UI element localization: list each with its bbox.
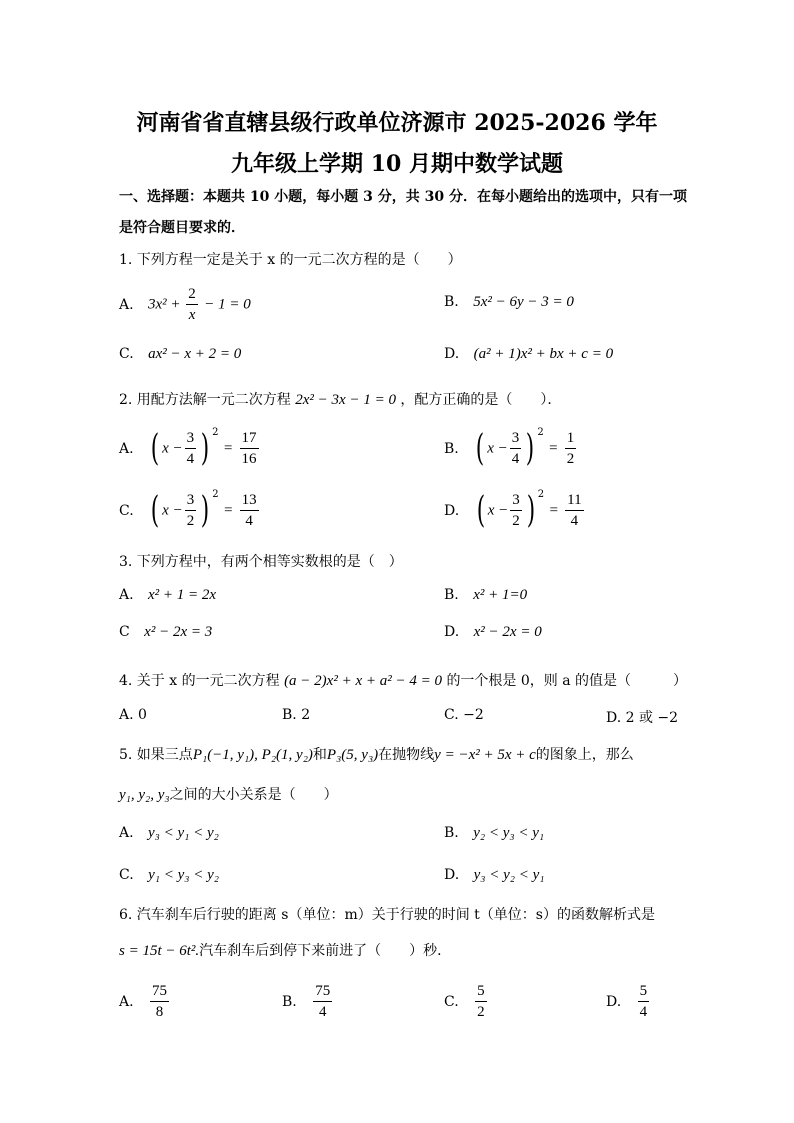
q2-a-rnum: 17 <box>240 428 259 449</box>
q6-stem-equation: s = 15t − 6t². <box>119 943 200 959</box>
q6-a-fraction <box>150 981 169 1022</box>
q1-option-c-label: C. <box>119 346 134 362</box>
q2-stem-equation: 2x² − 3x − 1 = 0 <box>295 392 396 408</box>
q1-option-b[interactable] <box>444 294 574 311</box>
q6-c-num: 5 <box>475 981 487 1002</box>
q1-option-a-label: A. <box>119 296 134 313</box>
q2-c-exponent: 2 <box>212 488 219 500</box>
section-heading-line-2: 是符合题目要求的． <box>119 220 245 236</box>
q2-a-right-paren: ) <box>200 427 210 469</box>
q3-option-d[interactable] <box>444 624 542 641</box>
q2-c-left-paren: ( <box>150 489 160 531</box>
document-title-line-1: 河南省省直辖县级行政单位济源市 2025-2026 学年 <box>136 110 658 136</box>
q1-option-d-label: D. <box>444 346 460 362</box>
q1-a-denominator: x <box>188 307 196 323</box>
q6-option-b[interactable] <box>282 981 334 1022</box>
q5-option-a-text: y₃ < y₁ < y₂ <box>148 825 219 841</box>
q5-stem-mid: 在抛物线 <box>378 747 435 763</box>
q2-d-inner-fraction <box>510 490 522 531</box>
q6-option-d-label: D. <box>606 993 622 1010</box>
q2-c-rden: 4 <box>245 513 253 529</box>
q2-a-left-paren: ( <box>150 427 160 469</box>
q6-a-num: 75 <box>150 981 169 1002</box>
q2-a-den: 4 <box>186 451 195 467</box>
q2-d-right-paren: ) <box>526 489 535 531</box>
q5-stem-equation: y = −x² + 5x + c <box>434 747 536 763</box>
q2-b-num: 3 <box>510 428 522 449</box>
q2-a-num: 3 <box>185 428 197 449</box>
q3-option-b[interactable] <box>444 587 527 604</box>
q4-option-c[interactable]: C. −2 <box>444 707 484 723</box>
q3-option-c-text: x² − 2x = 3 <box>144 624 213 640</box>
question-2-stem <box>119 389 561 409</box>
q1-option-a[interactable] <box>119 284 251 325</box>
q5-option-c-text: y₁ < y₃ < y₂ <box>148 867 219 883</box>
q1-option-a-post: − 1 = 0 <box>204 296 251 313</box>
q2-d-num: 3 <box>510 490 522 511</box>
section-heading-line-1: 一、选择题：本题共 10 小题，每小题 3 分，共 30 分．在每小题给出的选项中，只有一项 <box>119 189 687 205</box>
q5-option-a-label: A. <box>119 825 134 841</box>
q3-option-c-label: C <box>119 624 130 640</box>
q6-d-den: 4 <box>639 1004 648 1020</box>
q6-c-fraction <box>475 981 487 1022</box>
question-4-stem <box>119 670 687 690</box>
q6-option-d[interactable] <box>606 981 651 1022</box>
q5-option-c-label: C. <box>119 867 134 883</box>
q4-option-d[interactable]: D. 2 或 −2 <box>606 710 679 726</box>
q3-option-b-text: x² + 1=0 <box>473 587 528 603</box>
q3-option-a[interactable] <box>119 587 216 604</box>
q6-option-c-label: C. <box>444 993 459 1010</box>
question-6-stem-line-1: 6. 汽车刹车后行驶的距离 s（单位：m）关于行驶的时间 t（单位：s）的函数解析式是 <box>119 907 655 923</box>
question-3-stem: 3. 下列方程中，有两个相等实数根的是（ ） <box>119 554 403 570</box>
q1-option-d-text: (a² + 1)x² + bx + c = 0 <box>473 346 614 362</box>
question-5-stem-line-1 <box>119 744 634 764</box>
q2-a-rden: 16 <box>241 451 257 467</box>
q2-option-b-label: B. <box>444 440 459 457</box>
q2-b-right-paren: ) <box>526 427 535 469</box>
q3-option-a-text: x² + 1 = 2x <box>148 587 217 603</box>
q2-stem-pre: 2. 用配方法解一元二次方程 <box>119 392 291 408</box>
q2-c-result-fraction <box>240 490 259 531</box>
question-1-stem: 1. 下列方程一定是关于 x 的一元二次方程的是（ ） <box>119 252 462 268</box>
q2-d-result-fraction <box>565 490 583 531</box>
q5-option-d[interactable] <box>444 867 545 884</box>
q6-b-num: 75 <box>313 981 332 1002</box>
q3-option-d-label: D. <box>444 624 460 640</box>
q5-option-d-label: D. <box>444 867 460 883</box>
q4-stem-pre: 4. 关于 x 的一元二次方程 <box>119 673 280 689</box>
q5-stem-line2-text: 之间的大小关系是（ ） <box>169 787 338 803</box>
q6-option-a[interactable] <box>119 981 171 1022</box>
q2-option-d[interactable] <box>444 490 586 531</box>
question-6-stem-line-2 <box>119 940 451 960</box>
q4-stem-post: 的一个根是 0，则 a 的值是（ ） <box>446 673 688 689</box>
q4-option-a[interactable]: A. 0 <box>119 707 147 723</box>
q2-b-rnum: 1 <box>565 428 577 449</box>
q2-c-inner-fraction <box>185 490 197 531</box>
q2-b-left-paren: ( <box>476 427 485 469</box>
q5-stem-points: P₁(−1, y₁), P₂(1, y₂) <box>192 747 313 763</box>
q4-option-b[interactable]: B. 2 <box>282 707 311 723</box>
q6-option-c[interactable] <box>444 981 489 1022</box>
q2-d-x-minus: x − <box>487 502 509 519</box>
q5-stem-and: 和 <box>312 747 327 763</box>
q1-option-c-text: ax² − x + 2 = 0 <box>148 346 242 362</box>
q5-option-d-text: y₃ < y₂ < y₁ <box>473 867 545 883</box>
q2-d-exponent: 2 <box>537 488 545 500</box>
q2-option-c[interactable] <box>119 490 261 531</box>
q5-option-a[interactable] <box>119 825 219 842</box>
q2-a-equals: = <box>222 440 234 457</box>
q2-option-b[interactable] <box>444 428 578 469</box>
q5-stem-pre: 5. 如果三点 <box>119 747 193 763</box>
q6-d-num: 5 <box>638 981 650 1002</box>
q4-stem-equation: (a − 2)x² + x + a² − 4 = 0 <box>284 673 442 689</box>
q2-b-equals: = <box>548 440 559 457</box>
q6-b-den: 4 <box>318 1004 327 1020</box>
q2-d-left-paren: ( <box>476 489 485 531</box>
q2-c-den: 2 <box>186 513 195 529</box>
q2-stem-post: ，配方正确的是（ ）． <box>400 392 562 408</box>
q6-a-den: 8 <box>155 1004 164 1020</box>
q5-option-b-label: B. <box>444 825 459 841</box>
q5-option-b[interactable] <box>444 825 544 842</box>
q2-c-equals: = <box>223 502 234 519</box>
question-5-stem-line-2 <box>119 784 338 804</box>
q2-option-a[interactable] <box>119 428 261 469</box>
q2-c-right-paren: ) <box>201 489 210 531</box>
q2-option-a-label: A. <box>119 440 134 457</box>
q3-option-d-text: x² − 2x = 0 <box>473 624 542 640</box>
q5-option-c[interactable] <box>119 867 219 884</box>
q1-option-a-fraction <box>186 284 198 325</box>
q2-b-rden: 2 <box>566 451 575 467</box>
q2-a-x-minus: x − <box>162 440 183 457</box>
q1-option-d[interactable] <box>444 346 613 363</box>
q1-option-b-label: B. <box>444 294 459 310</box>
q2-c-num: 3 <box>185 490 197 511</box>
q2-b-result-fraction <box>565 428 577 469</box>
q2-b-inner-fraction <box>510 428 522 469</box>
q2-d-equals: = <box>548 502 559 519</box>
q1-a-numerator: 2 <box>186 284 198 305</box>
q1-option-c[interactable] <box>119 346 241 363</box>
q2-d-rden: 4 <box>570 513 579 529</box>
q2-option-d-label: D. <box>444 502 460 519</box>
q2-c-rnum: 13 <box>240 490 259 511</box>
q2-a-inner-fraction <box>185 428 197 469</box>
q6-stem-line2-text: 汽车刹车后到停下来前进了（ ）秒． <box>199 943 452 959</box>
q6-c-den: 2 <box>477 1004 485 1020</box>
q5-stem-p3: P₃(5, y₃) <box>326 747 379 763</box>
q5-stem-post: 的图象上，那么 <box>535 747 634 763</box>
q5-option-b-text: y₂ < y₃ < y₁ <box>473 825 545 841</box>
q2-b-exponent: 2 <box>537 426 544 438</box>
q2-b-x-minus: x − <box>487 440 508 457</box>
q6-b-fraction <box>313 981 332 1022</box>
q3-option-b-label: B. <box>444 587 459 603</box>
q2-a-exponent: 2 <box>212 426 219 438</box>
q2-d-rnum: 11 <box>565 490 583 511</box>
q2-b-den: 4 <box>511 451 520 467</box>
q6-d-fraction <box>638 981 650 1022</box>
q2-d-den: 2 <box>512 513 520 529</box>
q6-option-b-label: B. <box>282 993 297 1010</box>
q1-option-a-pre: 3x² + <box>148 296 185 313</box>
q2-c-x-minus: x − <box>162 502 183 519</box>
document-title-line-2: 九年级上学期 10 月期中数学试题 <box>231 151 563 177</box>
q5-stem-line2-math: y₁, y₂, y₃ <box>119 787 170 803</box>
q2-a-result-fraction <box>240 428 259 469</box>
q6-option-a-label: A. <box>119 993 134 1010</box>
q2-option-c-label: C. <box>119 502 134 519</box>
q3-option-c[interactable] <box>119 624 212 641</box>
q1-option-b-text: 5x² − 6y − 3 = 0 <box>473 294 574 310</box>
q3-option-a-label: A. <box>119 587 134 603</box>
